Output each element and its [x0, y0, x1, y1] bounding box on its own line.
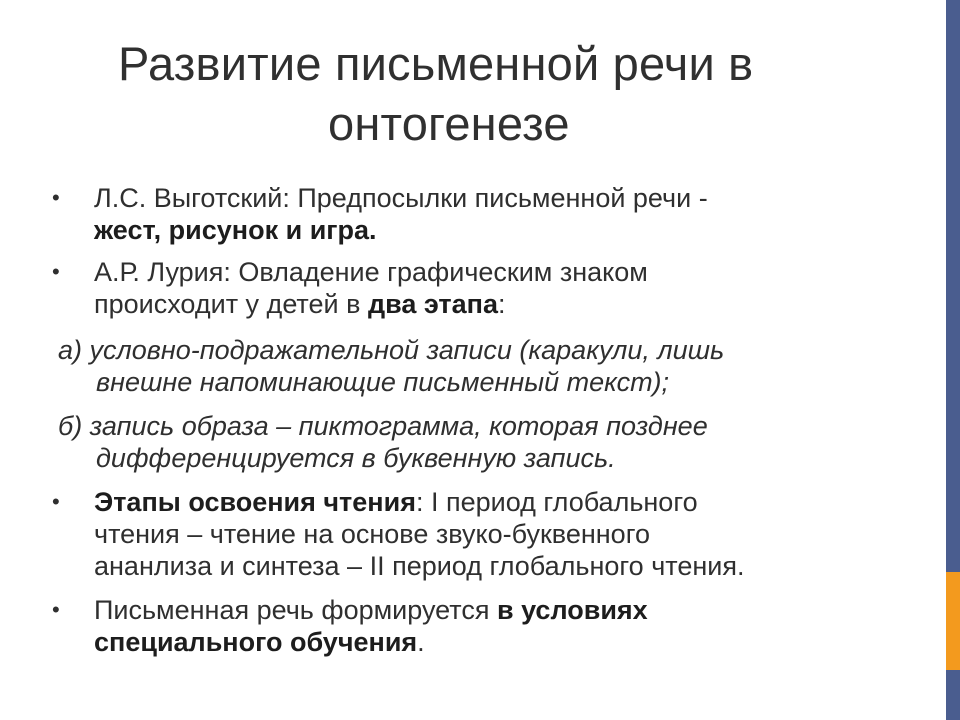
reading-stages-line-1-post: : I период глобального — [415, 487, 698, 517]
sub-b-line-2: дифференцируется в буквенную запись. — [96, 443, 616, 473]
luria-two-stages-bold: два этапа — [367, 289, 498, 319]
right-accent-highlight — [946, 572, 960, 670]
bullet-text — [52, 182, 912, 246]
written-speech-special-training-bold: специального обучения — [94, 627, 418, 657]
bullet-icon: • — [52, 597, 60, 622]
bullet-item-written-speech — [52, 594, 912, 658]
reading-stages-line-2: чтения – чтение на основе звуко-буквенного — [94, 519, 650, 549]
luria-line-2-post: : — [497, 289, 506, 319]
luria-line-2-pre: происходит у детей в — [94, 289, 368, 319]
sub-b-line-1: б) запись образа – пиктограмма, которая позднее — [58, 411, 708, 441]
sub-a-line-1: а) условно-подражательной записи (каракули, лишь — [58, 335, 725, 365]
slide-title-line-1: Развитие письменной речи в — [118, 37, 754, 90]
luria-line-1: А.Р. Лурия: Овладение графическим знаком — [94, 257, 648, 287]
bullet-icon: • — [52, 489, 60, 514]
slide-content — [52, 182, 912, 658]
bullet-text — [52, 594, 912, 658]
bullet-item-vygotsky — [52, 182, 912, 246]
bullet-item-luria — [52, 256, 912, 320]
bullet-text — [52, 256, 912, 320]
sub-item-a — [0, 334, 912, 398]
written-speech-line-1-pre: Письменная речь формируется — [94, 595, 497, 625]
vygotsky-prerequisites-bold: жест, рисунок и игра. — [94, 215, 377, 245]
sub-item-b — [0, 410, 912, 474]
bullet-text — [52, 486, 912, 582]
bullet-icon: • — [52, 259, 60, 284]
reading-stages-bold: Этапы освоения чтения — [94, 487, 416, 517]
slide-title — [118, 34, 878, 154]
slide-title-line-2: онтогенезе — [328, 97, 570, 150]
sub-a-line-2: внешне напоминающие письменный текст); — [96, 367, 670, 397]
written-speech-conditions-bold: в условиях — [496, 595, 648, 625]
vygotsky-line-1: Л.С. Выготский: Предпосылки письменной речи - — [94, 183, 708, 213]
reading-stages-line-3: ананлиза и синтеза – II период глобального чтения. — [94, 551, 745, 581]
bullet-icon: • — [52, 185, 60, 210]
written-speech-line-2-post: . — [417, 627, 425, 657]
bullet-item-reading-stages — [52, 486, 912, 582]
